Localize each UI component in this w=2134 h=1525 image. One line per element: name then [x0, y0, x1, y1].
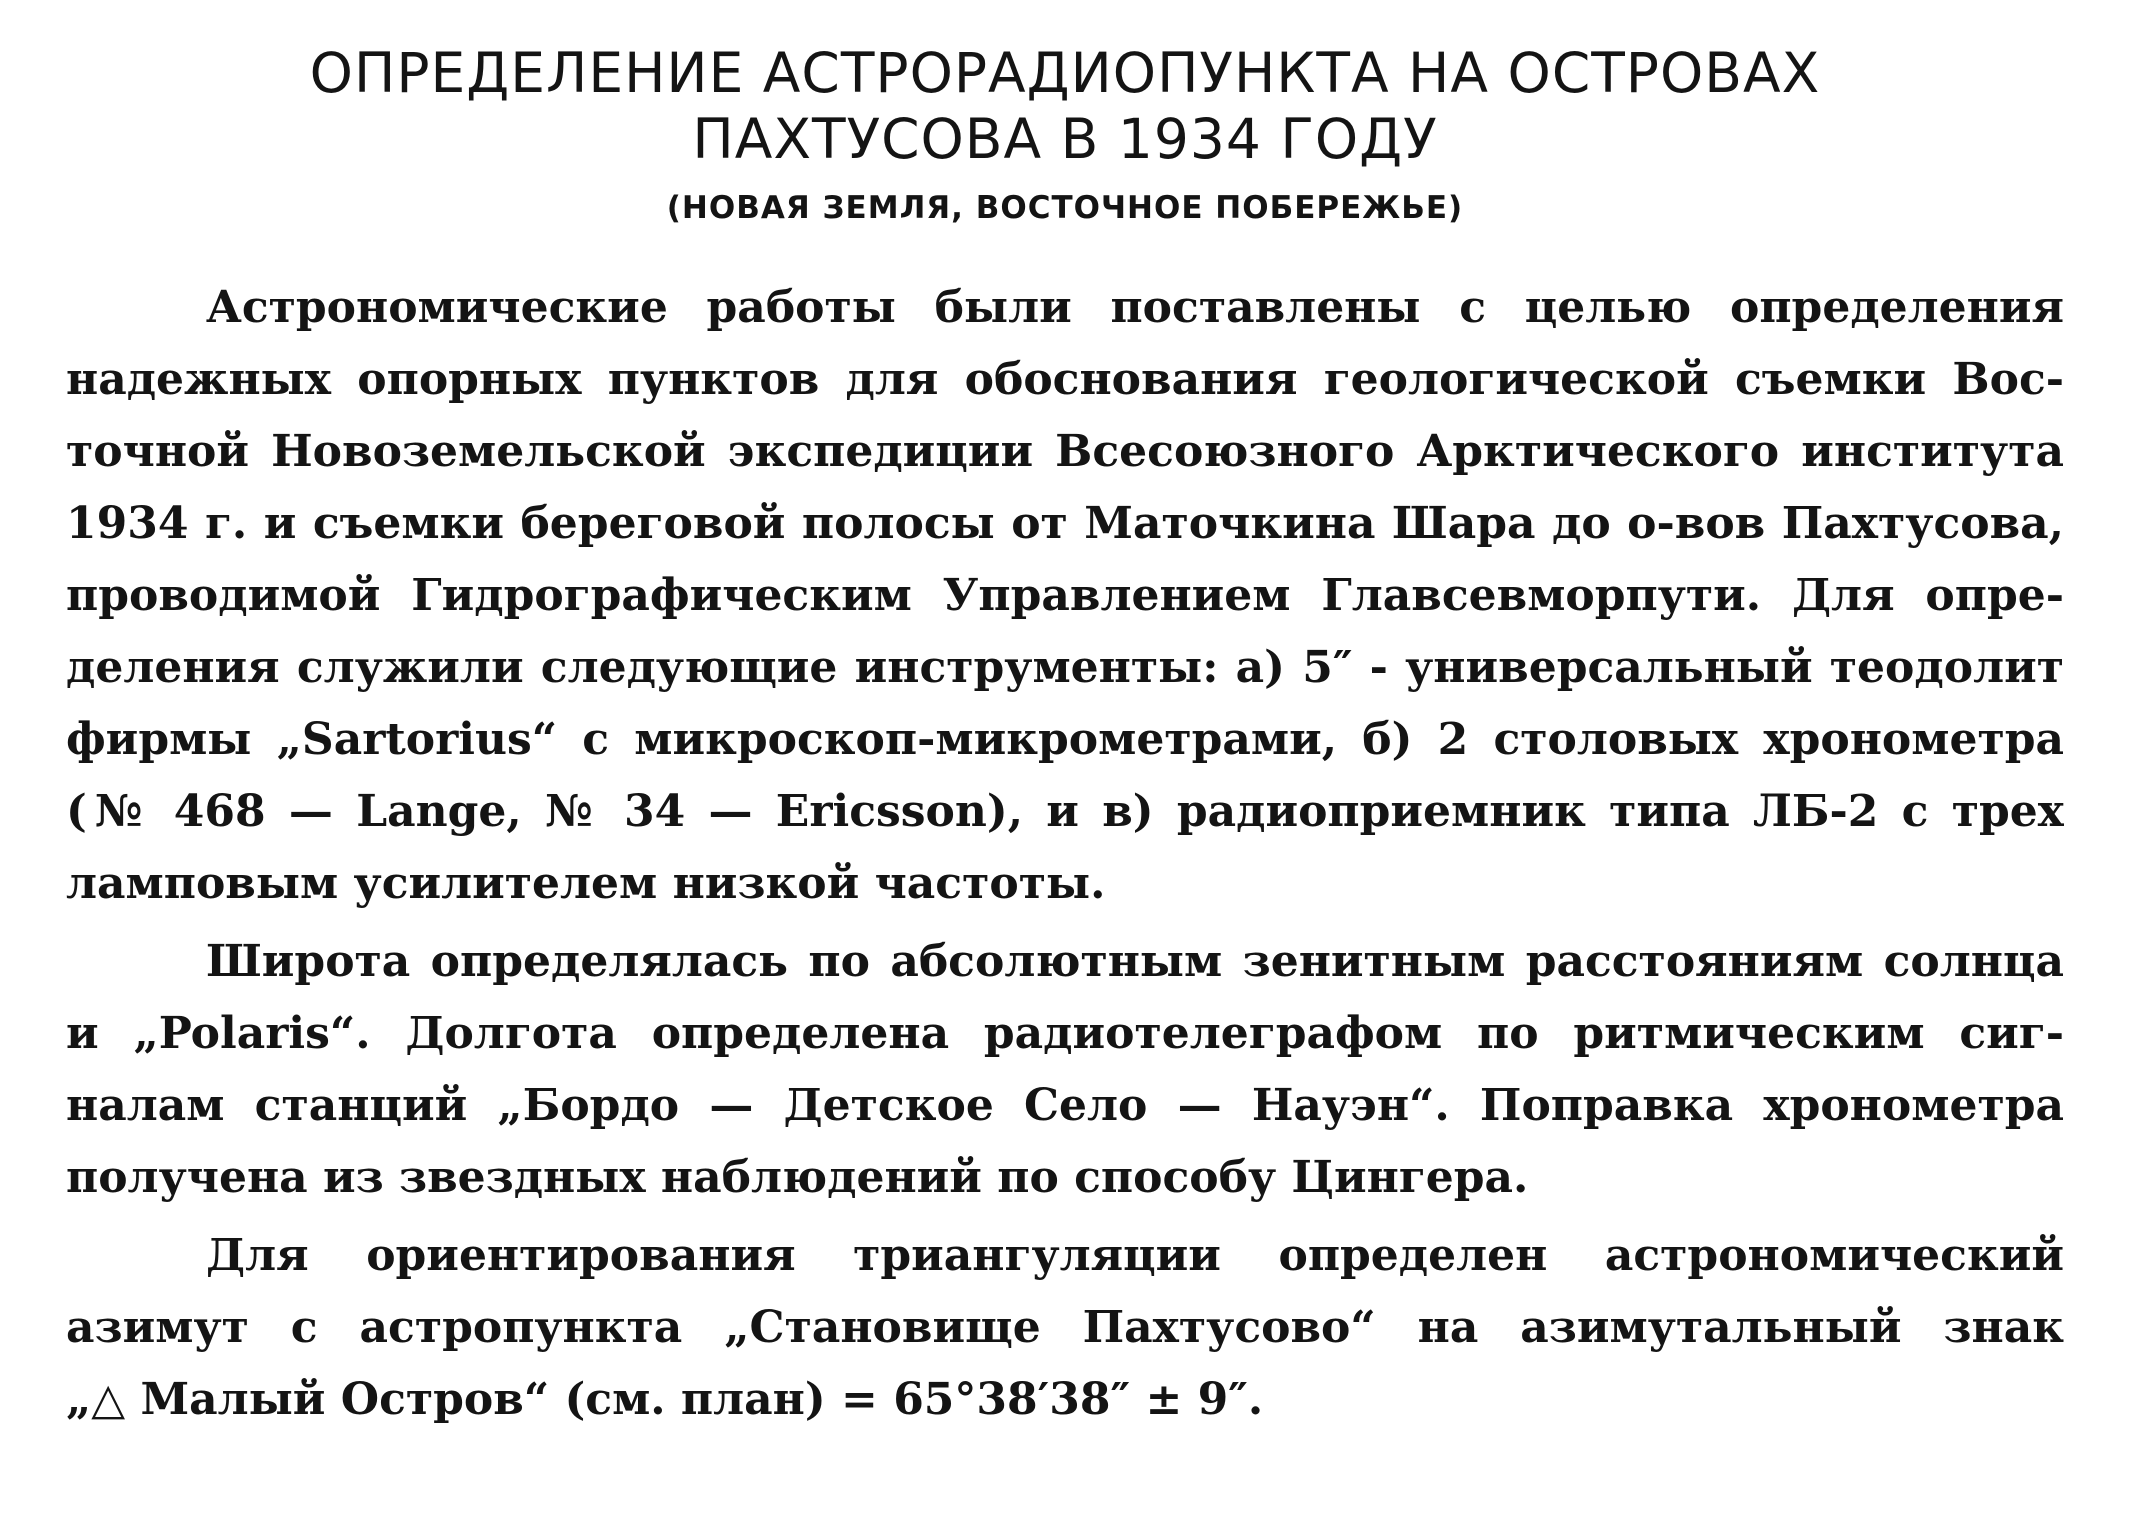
page-subtitle: (НОВАЯ ЗЕМЛЯ, ВОСТОЧНОЕ ПОБЕРЕЖЬЕ)	[666, 190, 1464, 226]
paragraph-3-line-3: „△ Малый Остров“ (см. план) = 65°38′38″ ± 9″.	[66, 1374, 1264, 1425]
paragraph-2-line-1: Широта определялась по абсолютным зенитным расстояниям солнца	[206, 936, 2064, 987]
paragraph-2-line-3: налам станций „Бордо — Детское Село — Науэн“. Поправка хронометра	[66, 1080, 2064, 1131]
document-body	[66, 272, 2064, 1436]
paragraph-1-line-6: деления служили следующие инструменты: а) 5″ - универсальный теодолит	[66, 642, 2064, 693]
paragraph-1-line-4: 1934 г. и съемки береговой полосы от Маточкина Шара до о-вов Пахтусова,	[66, 498, 2064, 549]
page-title-line-1: ОПРЕДЕЛЕНИЕ АСТРОРАДИОПУНКТА НА ОСТРОВАХ	[309, 41, 1821, 105]
paragraph-2-line-4: получена из звездных наблюдений по способу Цингера.	[66, 1152, 1529, 1203]
paragraph-2-line-2: и „Polaris“. Долгота определена радиотелеграфом по ритмическим сиг-	[66, 1008, 2064, 1059]
paragraph-1-line-2: надежных опорных пунктов для обоснования геологической съемки Вос-	[66, 354, 2064, 405]
paragraph-3-line-2: азимут с астропункта „Становище Пахтусово“ на азимутальный знак	[66, 1302, 2064, 1353]
paragraph-3-line-1: Для ориентирования триангуляции определен астрономический	[206, 1230, 2064, 1281]
paragraph-2	[66, 926, 2064, 1214]
paragraph-1-line-5: проводимой Гидрографическим Управлением Главсевморпути. Для опре-	[66, 570, 2064, 621]
paragraph-1-line-8: (№ 468 — Lange, № 34 — Ericsson), и в) радиоприемник типа ЛБ-2 с трех	[66, 786, 2064, 837]
page-title	[66, 40, 2064, 172]
paragraph-1-line-7: фирмы „Sartorius“ с микроскоп-микрометрами, б) 2 столовых хронометра	[66, 714, 2064, 765]
document-page	[66, 40, 2064, 1442]
paragraph-1-line-3: точной Новоземельской экспедиции Всесоюзного Арктического института	[66, 426, 2064, 477]
paragraph-1-line-1: Астрономические работы были поставлены с целью определения	[206, 282, 2064, 333]
page-title-line-2: ПАХТУСОВА В 1934 ГОДУ	[692, 107, 1438, 171]
paragraph-1-line-9: ламповым усилителем низкой частоты.	[66, 858, 1106, 909]
paragraph-3	[66, 1220, 2064, 1436]
paragraph-1	[66, 272, 2064, 920]
